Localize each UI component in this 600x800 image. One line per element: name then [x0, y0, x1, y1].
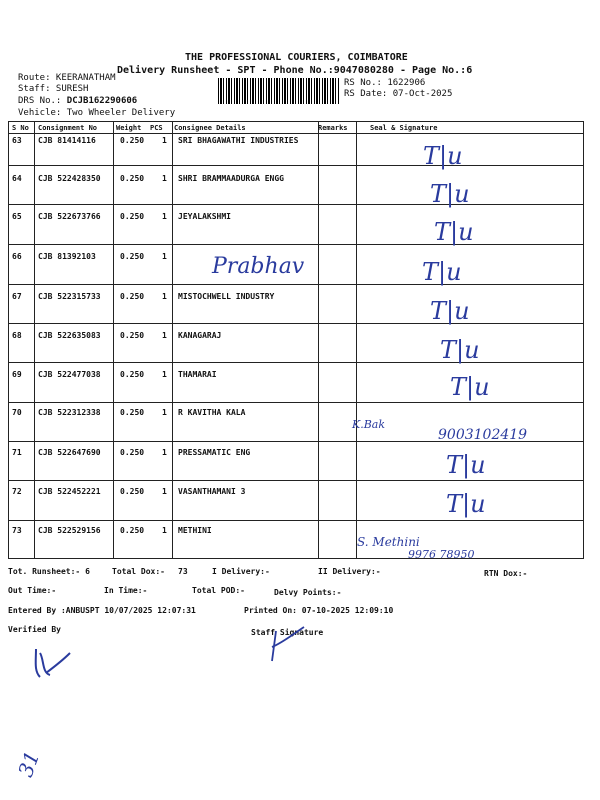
delvy-points: Delvy Points:- — [274, 588, 342, 597]
col-seal-signature: Seal & Signature — [370, 124, 438, 132]
total-pod: Total POD:- — [192, 586, 245, 595]
row-weight: 0.250 — [120, 331, 145, 340]
row-sno: 71 — [12, 448, 22, 457]
row-consignment-no: CJB 522315733 — [38, 292, 101, 301]
row-sno: 69 — [12, 370, 22, 379]
signature-row71: T|u — [446, 451, 486, 479]
signature-row69: T|u — [450, 373, 490, 401]
row-consignee: MISTOCHWELL INDUSTRY — [178, 292, 275, 301]
row-consignee: KANAGARAJ — [178, 331, 222, 340]
staff-signature-scribble — [258, 625, 308, 665]
row-consignee: VASANTHAMANI 3 — [178, 487, 246, 496]
staff-signature-label: Staff Signature — [251, 628, 324, 637]
row-sno: 73 — [12, 526, 22, 535]
tot-runsheet: Tot. Runsheet:- 6 — [8, 567, 90, 576]
total-dox-label: Total Dox:- — [112, 567, 165, 576]
vehicle-label: Vehicle: Two Wheeler Delivery — [18, 108, 176, 118]
col-consignment: Consignment No — [38, 124, 98, 132]
row-pcs: 1 — [162, 526, 167, 535]
ii-delivery: II Delivery:- — [318, 567, 381, 576]
row-pcs: 1 — [162, 370, 167, 379]
row-consignee: JEYALAKSHMI — [178, 212, 231, 221]
signature-row72: T|u — [446, 490, 486, 518]
signature-row68: T|u — [440, 336, 480, 364]
row-pcs: 1 — [162, 331, 167, 340]
row-pcs: 1 — [162, 136, 167, 145]
i-delivery: I Delivery:- — [212, 567, 270, 576]
row-consignment-no: CJB 522529156 — [38, 526, 101, 535]
signature-row63: T|u — [423, 142, 463, 170]
route-label: Route: KEERANATHAM — [18, 73, 116, 83]
signature-row67: T|u — [430, 297, 470, 325]
row-consignee: SRI BHAGAWATHI INDUSTRIES — [178, 136, 299, 145]
row-weight: 0.250 — [120, 252, 145, 261]
handwritten-mark-row70: K.Bak — [352, 418, 386, 431]
row-consignment-no: CJB 522477038 — [38, 370, 101, 379]
row-consignee: PRESSAMATIC ENG — [178, 448, 251, 457]
row-weight: 0.250 — [120, 487, 145, 496]
col-remarks: Remarks — [318, 124, 348, 132]
row-weight: 0.250 — [120, 212, 145, 221]
row-sno: 63 — [12, 136, 22, 145]
runsheet-subtitle: Delivery Runsheet - SPT - Phone No.:9047080280 - Page No.:6 — [117, 65, 473, 76]
entered-by: Entered By :ANBUSPT 10/07/2025 12:07:31 — [8, 606, 196, 615]
rs-number: RS No.: 1622906 — [344, 78, 426, 88]
row-weight: 0.250 — [120, 408, 145, 417]
row-consignee: SHRI BRAMMAADURGA ENGG — [178, 174, 284, 183]
signature-row65: T|u — [434, 218, 474, 246]
drs-number: DRS No.: DCJB162290606 — [18, 96, 138, 106]
row-pcs: 1 — [162, 448, 167, 457]
signature-row66: T|u — [422, 258, 462, 286]
col-consignee: Consignee Details — [174, 124, 246, 132]
row-consignee: R KAVITHA KALA — [178, 408, 246, 417]
rtn-dox: RTN Dox:- — [484, 569, 528, 578]
in-time: In Time:- — [104, 586, 148, 595]
col-weight: Weight — [116, 124, 142, 132]
row-weight: 0.250 — [120, 448, 145, 457]
handwritten-phone-row70: 9003102419 — [438, 427, 528, 443]
row-sno: 66 — [12, 252, 22, 261]
row-consignment-no: CJB 522452221 — [38, 487, 101, 496]
handwritten-name-row66: Prabhav — [212, 254, 305, 279]
row-sno: 67 — [12, 292, 22, 301]
rs-date: RS Date: 07-Oct-2025 — [344, 89, 453, 99]
row-consignment-no: CJB 522647690 — [38, 448, 101, 457]
col-sno: S No — [12, 124, 29, 132]
company-title: THE PROFESSIONAL COURIERS, COIMBATORE — [185, 52, 408, 63]
out-time: Out Time:- — [8, 586, 57, 595]
row-consignee: METHINI — [178, 526, 212, 535]
staff-label: Staff: SURESH — [18, 84, 89, 94]
row-pcs: 1 — [162, 174, 167, 183]
row-pcs: 1 — [162, 408, 167, 417]
row-weight: 0.250 — [120, 370, 145, 379]
row-sno: 72 — [12, 487, 22, 496]
row-sno: 65 — [12, 212, 22, 221]
row-consignment-no: CJB 522312338 — [38, 408, 101, 417]
row-consignment-no: CJB 81414116 — [38, 136, 96, 145]
col-pcs: PCS — [150, 124, 163, 132]
handwritten-name-row73: S. Methini — [357, 535, 420, 549]
total-dox-value: 73 — [178, 567, 188, 576]
row-weight: 0.250 — [120, 136, 145, 145]
row-consignment-no: CJB 522428350 — [38, 174, 101, 183]
barcode — [218, 78, 340, 104]
row-sno: 70 — [12, 408, 22, 417]
row-weight: 0.250 — [120, 292, 145, 301]
row-pcs: 1 — [162, 212, 167, 221]
verifier-signature-scribble — [30, 645, 80, 685]
row-sno: 64 — [12, 174, 22, 183]
row-consignment-no: CJB 522673766 — [38, 212, 101, 221]
handwritten-phone-row73: 9976 78950 — [408, 548, 475, 561]
row-consignment-no: CJB 522635083 — [38, 331, 101, 340]
row-weight: 0.250 — [120, 526, 145, 535]
row-sno: 68 — [12, 331, 22, 340]
printed-on: Printed On: 07-10-2025 12:09:10 — [244, 606, 394, 615]
row-pcs: 1 — [162, 252, 167, 261]
row-consignment-no: CJB 81392103 — [38, 252, 96, 261]
handwritten-page-mark: 31 — [13, 747, 45, 781]
verified-by-label: Verified By — [8, 625, 61, 634]
row-consignee: THAMARAI — [178, 370, 217, 379]
row-pcs: 1 — [162, 487, 167, 496]
signature-row64: T|u — [430, 180, 470, 208]
row-pcs: 1 — [162, 292, 167, 301]
row-weight: 0.250 — [120, 174, 145, 183]
